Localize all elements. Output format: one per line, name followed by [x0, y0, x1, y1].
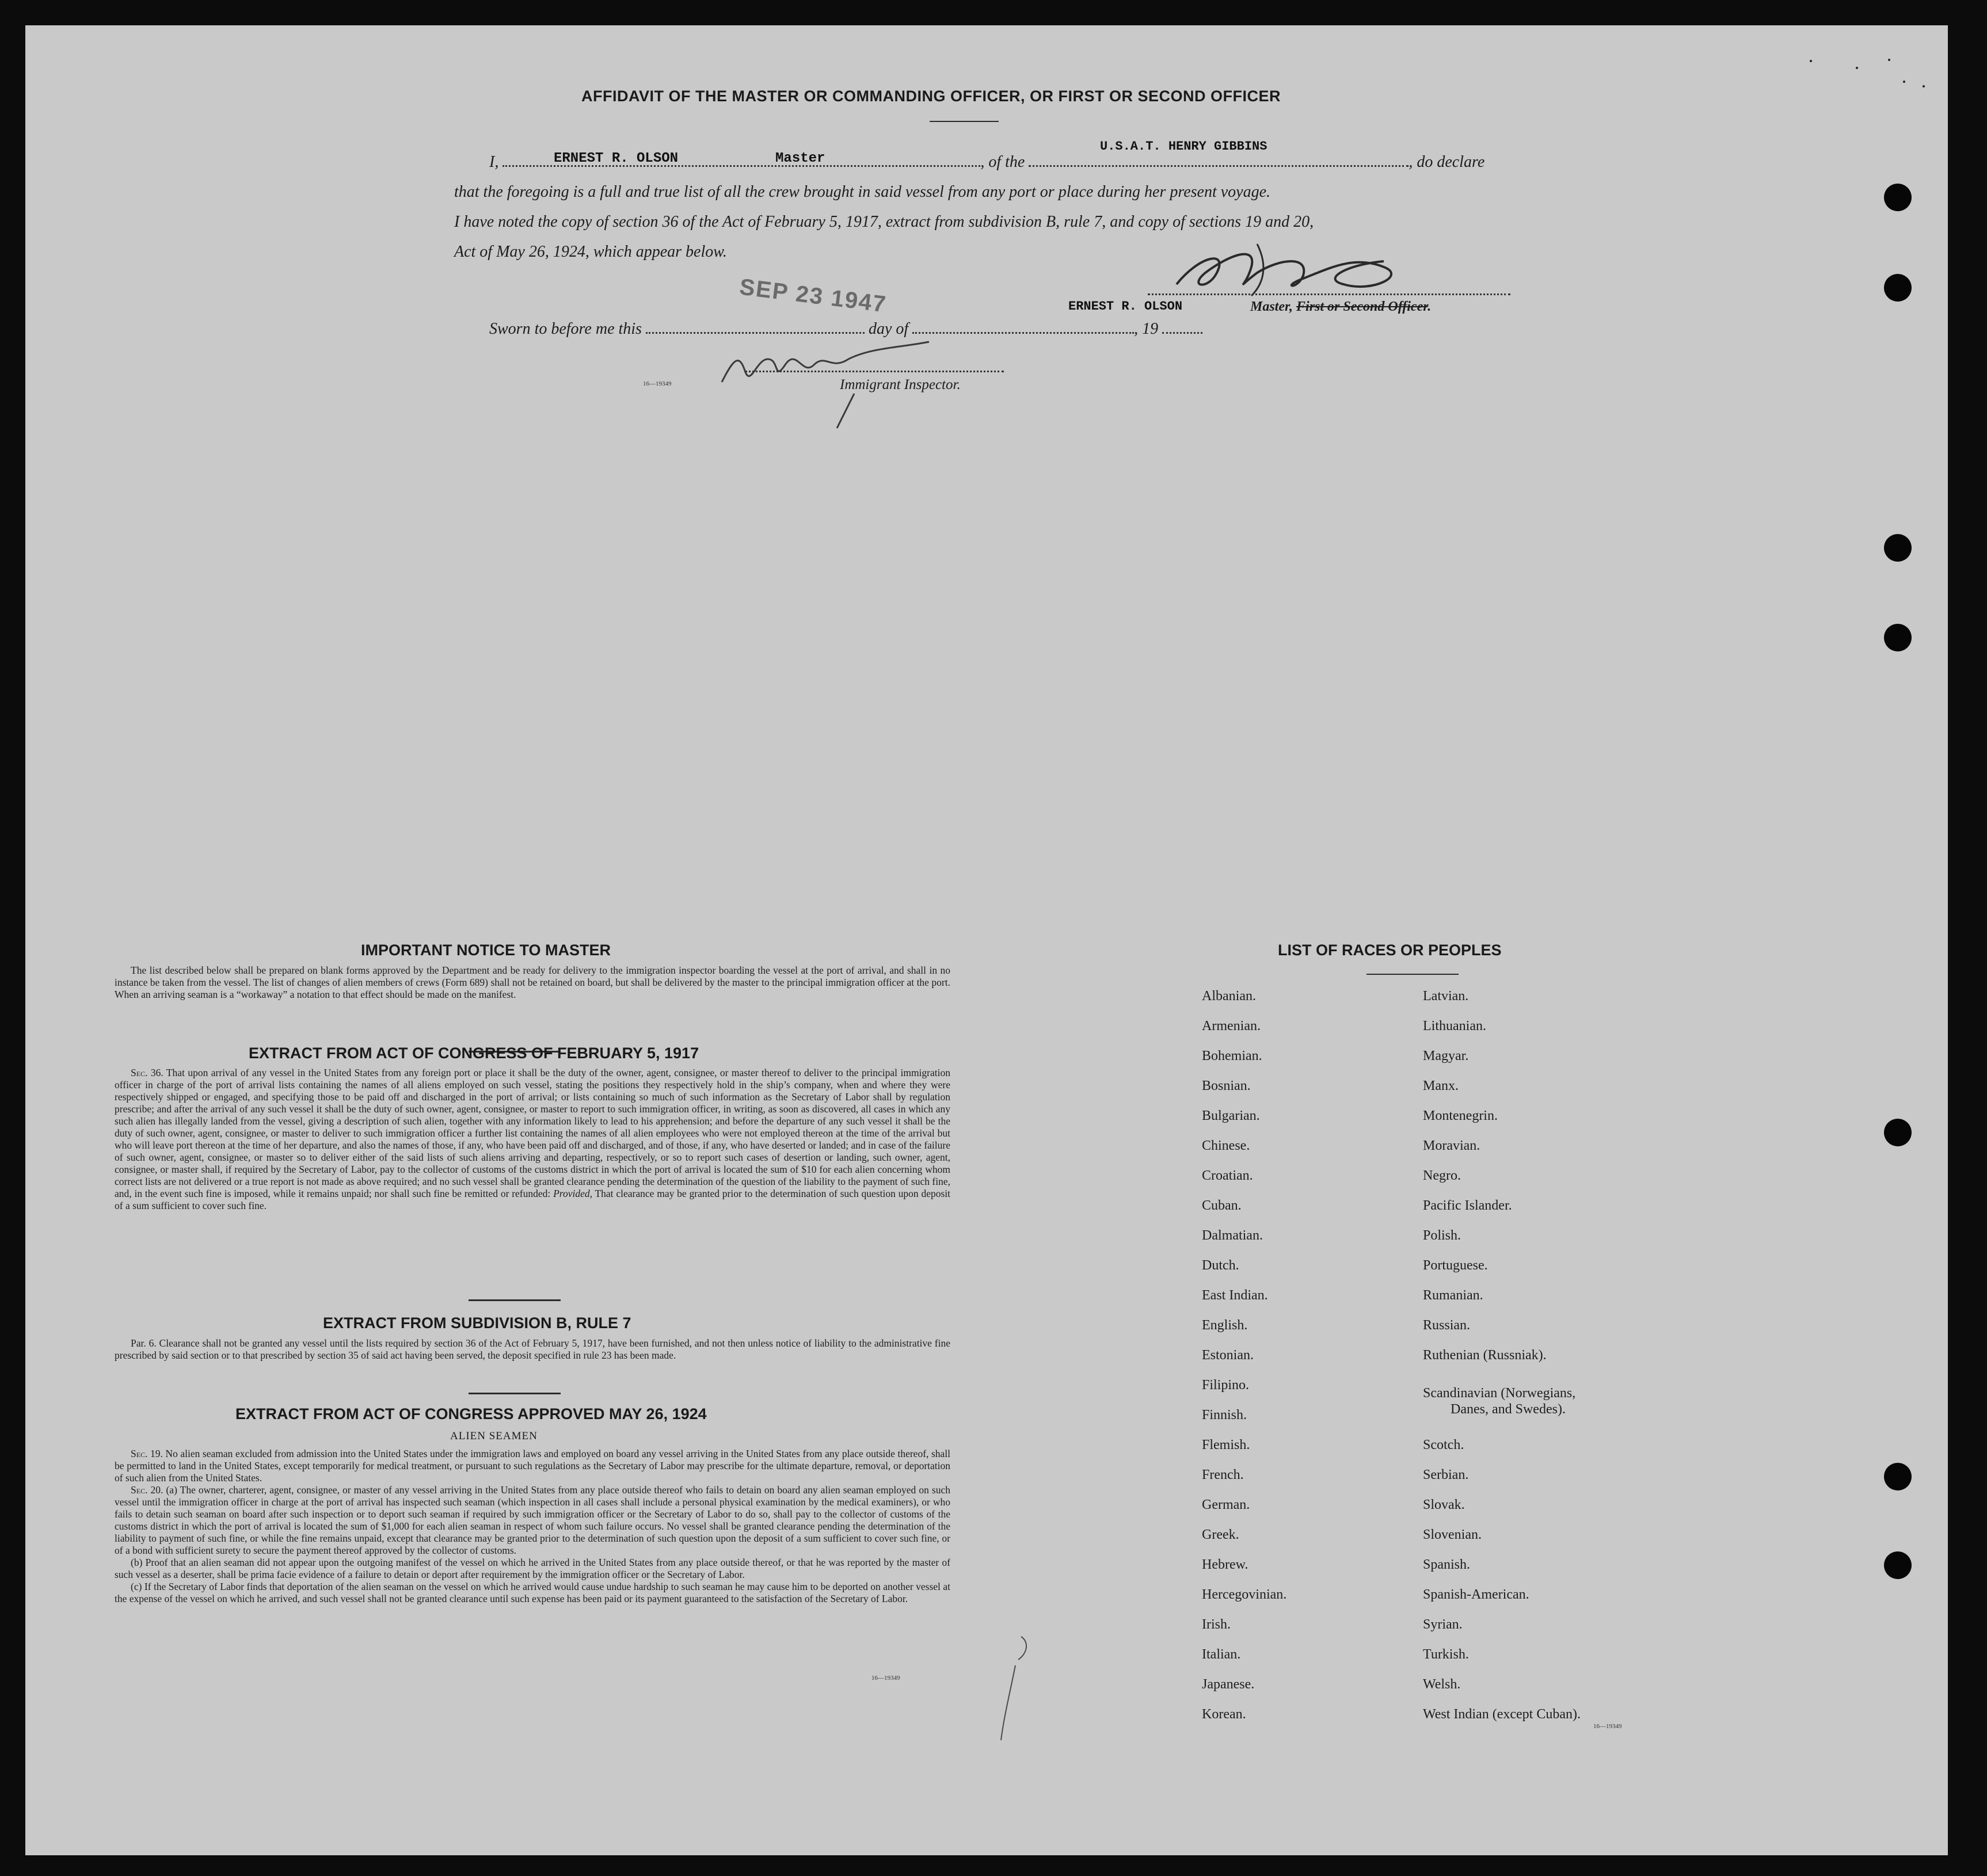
signer-title [1250, 299, 1431, 315]
extract1924-title: EXTRACT FROM ACT OF CONGRESS APPROVED MAY 26, 1924 [235, 1405, 707, 1423]
sec20c-text: (c) If the Secretary of Labor finds that deportation of the alien seaman on the vessel on which he arrived would cause undue hardship to such seaman he may cause him to be deported on another vessel at the expense of the vessel on which he arrived, and such vessel shall not be granted clearance until such expense has been paid or its payment guaranteed to the satisfaction of the Secretary of Labor. [115, 1581, 950, 1604]
form-sheet [25, 25, 1948, 1855]
rule7-rule [469, 1393, 561, 1394]
sec19-body: No alien seaman excluded from admission into the United States under the immigration laws and employed on board any vessel arriving in the United States from any place outside thereof, shall be permitted to land in the United States, except temporarily for medical treatment, or pursuant to such regulations as the Secretary of Labor may prescribe for the ultimate departure, removal, or deportation of such alien from the United States. [115, 1448, 951, 1484]
race-item: Greek. [1202, 1527, 1239, 1542]
races-rule [1366, 974, 1459, 975]
signer-title-prefix: Master, [1250, 299, 1293, 314]
extract1924-form-number: 16—19349 [871, 1675, 900, 1681]
race-item: Hebrew. [1202, 1557, 1248, 1572]
vessel-blank [1029, 165, 1409, 167]
punch-hole [1884, 624, 1912, 651]
affidavit-line2: that the foregoing is a full and true list of all the crew brought in said vessel from any port or place during her present voyage. [454, 183, 1271, 201]
affidavit-i: I, [489, 153, 499, 171]
punch-hole [1884, 1463, 1912, 1490]
race-item: Bohemian. [1202, 1048, 1262, 1063]
race-item: Syrian. [1423, 1617, 1463, 1632]
race-item: Scandinavian (Norwegians, [1423, 1386, 1576, 1401]
race-item: Japanese. [1202, 1677, 1255, 1692]
notice-body [115, 964, 950, 1001]
rule7-title: EXTRACT FROM SUBDIVISION B, RULE 7 [323, 1314, 631, 1332]
race-item: Filipino. [1202, 1378, 1250, 1393]
race-item: Polish. [1423, 1228, 1461, 1243]
race-item: Negro. [1423, 1168, 1461, 1183]
race-item: Dutch. [1202, 1258, 1239, 1273]
speck [1888, 59, 1890, 61]
comma-19: , 19 [1134, 320, 1159, 338]
extract1917-main: That upon arrival of any vessel in the United States from any foreign port or place it shall be the duty of the owner, agent, consignee, or master thereof to deliver to the principal immigration officer in charge of the port of arrival lists containing the names of all aliens employed on such vessel, stating the positions they respectively hold in the ship’s company, when and where they were respectively shipped or engaged, and specifying those to be paid off and discharged in the port of arrival; or lists containing so much of such information as the Secretary of Labor shall by regulation prescribe; and after the arrival of any such vessel it shall be the duty of such owner, agent, consignee, or master to report to such immigration officer, in writing, as soon as discovered, all cases in which any such alien has illegally landed from the vessel, giving a description of such alien, together with any information likely to lead to his apprehension; and before the departure of any such vessel it shall be the duty of such owner, agent, consignee, or master to deliver to such immigration officer a further list containing the names of all alien employees who were not employed thereon at the time of the arrival but who will leave port thereon at the time of her departure, and also the names of those, if any, who have been paid off and discharged, and of those, if any, who have deserted or landed; and in case of the failure of such owner, agent, consignee, or master so to deliver either of the said lists of such aliens arriving and departing, respectively, or so to report such cases of desertion or landing, such owner, agent, consignee, or master shall, if required by the Secretary of Labor, pay to the collector of customs of the customs district in which the port of arrival is located the sum of $10 for each alien concerning whom correct lists are not delivered or a true report is not made as above required; and no such vessel shall be granted clearance pending the determination of the question of the liability to the payment of such fine, and, in the event such fine is imposed, while it remains unpaid; nor shall such fine be remitted or refunded: [115, 1067, 950, 1199]
title-rule [930, 121, 999, 122]
race-item: Russian. [1423, 1318, 1471, 1333]
speck [1923, 85, 1925, 87]
race-item: Serbian. [1423, 1467, 1469, 1482]
race-item: Moravian. [1423, 1138, 1480, 1153]
sec20a-body: (a) The owner, charterer, agent, consignee, or master of any vessel arriving in the United States from any place outside thereof who fails to detain on board any alien seaman employed on such vessel until the immigration officer in charge at the port of arrival has inspected such seaman (which inspection in all cases shall include a personal physical examination by the medical examiners), or who fails to detain such seaman on board after such inspection or to deport such seaman if required by such immigration officer or the Secretary of Labor to do so, shall pay to the collector of customs of the customs district in which the port of arrival is located the sum of $1,000 for each alien seaman in respect of whom such failure occurs. No vessel shall be granted clearance pending the determination of the liability to payment of such fine, or while the fine remains unpaid, except that clearance may be granted prior to the determination of such question upon the deposit of a sum sufficient to cover such fine, or of a bond with sufficient surety to secure the payment thereof approved by the collector of customs. [115, 1484, 951, 1556]
extract1924-subtitle: ALIEN SEAMEN [450, 1430, 538, 1442]
race-item: Manx. [1423, 1078, 1459, 1093]
officer-name: ERNEST R. OLSON [554, 151, 679, 166]
affidavit-form-number: 16—19349 [643, 380, 672, 387]
speck [1856, 67, 1858, 69]
punch-hole [1884, 274, 1912, 302]
affidavit-line3: I have noted the copy of section 36 of the Act of February 5, 1917, extract from subdivision B, rule 7, and copy of sections 19 and 20, [454, 213, 1314, 231]
race-item: Bosnian. [1202, 1078, 1251, 1093]
inspector-label: Immigrant Inspector. [840, 377, 961, 392]
vessel-name: U.S.A.T. HENRY GIBBINS [1100, 139, 1267, 154]
race-item: Magyar. [1423, 1048, 1469, 1063]
race-item: German. [1202, 1497, 1250, 1512]
race-item: Welsh. [1423, 1677, 1461, 1692]
inspector-line [745, 371, 1004, 372]
speck [1810, 60, 1812, 62]
extract1917-rule [469, 1299, 561, 1301]
race-item: Rumanian. [1423, 1288, 1483, 1303]
affidavit-title: AFFIDAVIT OF THE MASTER OR COMMANDING OFFICER, OR FIRST OR SECOND OFFICER [581, 87, 1281, 105]
stray-mark [998, 1631, 1044, 1746]
punch-hole [1884, 1551, 1912, 1579]
races-form-number: 16—19349 [1593, 1723, 1622, 1730]
race-item: Korean. [1202, 1707, 1246, 1722]
race-item: Scotch. [1423, 1437, 1464, 1452]
speck [1903, 81, 1905, 83]
extract1917-proviso: That clearance may be granted prior to the determination of such question upon deposit of a sum sufficient to cover such fine. [115, 1188, 951, 1211]
extract1917-text [115, 1067, 950, 1212]
rule7-text: Par. 6. Clearance shall not be granted any vessel until the lists required by section 36 of the Act of February 5, 1917, have been furnished, and not then unless notice of liability to the administrative fine prescribed by said section or to that prescribed by section 35 of said act having been served, the deposit specified in rule 23 has been made. [115, 1337, 950, 1361]
race-item: Chinese. [1202, 1138, 1250, 1153]
races-title: LIST OF RACES OR PEOPLES [1278, 941, 1502, 959]
race-item: Portuguese. [1423, 1258, 1488, 1273]
punch-hole [1884, 1119, 1912, 1146]
of-the: , of the [980, 153, 1025, 171]
race-item: West Indian (except Cuban). [1423, 1707, 1581, 1722]
signer-title-suffix: . [1428, 299, 1432, 314]
race-item: Montenegrin. [1423, 1108, 1498, 1123]
punch-hole [1884, 184, 1912, 211]
date-stamp: SEP 23 1947 [738, 274, 888, 318]
race-item: Estonian. [1202, 1348, 1254, 1363]
sec19-label: Sec. 19. [131, 1448, 163, 1459]
sec20-label: Sec. 20. [131, 1484, 163, 1496]
sec20b-text: (b) Proof that an alien seaman did not appear upon the outgoing manifest of the vessel on which he arrived in the United States from any place outside thereof, or that he was reported by the master of such vessel as a deserter, shall be prima facie evidence of a failure to detain or deport after requirement by the immigration officer or the Secretary of Labor. [115, 1557, 950, 1580]
signature-line [1148, 293, 1510, 295]
do-declare: , do declare [1409, 153, 1485, 171]
race-item: Slovak. [1423, 1497, 1465, 1512]
year-blank [1162, 332, 1202, 334]
affidavit-line4: Act of May 26, 1924, which appear below. [454, 243, 727, 261]
punch-hole [1884, 534, 1912, 562]
race-item: French. [1202, 1467, 1244, 1482]
sec19-text [115, 1448, 950, 1484]
extract1924-body [115, 1448, 950, 1605]
notice-title: IMPORTANT NOTICE TO MASTER [361, 941, 611, 959]
race-item: Armenian. [1202, 1019, 1261, 1034]
notice-text: The list described below shall be prepared on blank forms approved by the Department and be ready for delivery to the immigration inspector boarding the vessel at the port of arrival, and shall in no instance be taken from the vessel. The list of changes of alien members of crews (Form 689) shall not be retained on board, but shall be delivered by the master to the principal immigration officer at the port. When an arriving seaman is a “workaway” a notation to that effect should be made on the manifest. [115, 964, 950, 1000]
race-item: Lithuanian. [1423, 1019, 1486, 1034]
race-item: Turkish. [1423, 1647, 1469, 1662]
sworn-text: Sworn to before me this [489, 320, 642, 338]
extract1917-body [115, 1067, 950, 1212]
race-item: Flemish. [1202, 1437, 1250, 1452]
race-item: Latvian. [1423, 989, 1469, 1004]
rule7-body [115, 1337, 950, 1362]
extract1917-sec: Sec. 36. [131, 1067, 163, 1078]
race-item: Cuban. [1202, 1198, 1242, 1213]
race-item: Spanish-American. [1423, 1587, 1529, 1602]
race-item: Bulgarian. [1202, 1108, 1260, 1123]
race-item: Italian. [1202, 1647, 1241, 1662]
master-signature [1165, 232, 1430, 307]
race-item: Albanian. [1202, 989, 1256, 1004]
race-item: English. [1202, 1318, 1248, 1333]
signer-title-struck: First or Second Officer [1296, 299, 1428, 314]
race-item: Dalmatian. [1202, 1228, 1263, 1243]
race-item: Hercegovinian. [1202, 1587, 1287, 1602]
race-item: Finnish. [1202, 1408, 1247, 1423]
race-item: Slovenian. [1423, 1527, 1482, 1542]
signer-typed: ERNEST R. OLSON [1068, 299, 1183, 314]
race-item: Spanish. [1423, 1557, 1471, 1572]
day-of: day of [868, 320, 909, 338]
race-item: Ruthenian (Russniak). [1423, 1348, 1547, 1363]
race-item: Danes, and Swedes). [1451, 1402, 1566, 1417]
race-item: Croatian. [1202, 1168, 1253, 1183]
extract1917-proviso-label: Provided, [553, 1188, 592, 1199]
race-item: Pacific Islander. [1423, 1198, 1512, 1213]
officer-rank: Master [775, 151, 825, 166]
race-item: Irish. [1202, 1617, 1231, 1632]
extract1917-title: EXTRACT FROM ACT OF CONGRESS OF FEBRUARY 5, 1917 [249, 1044, 699, 1062]
sec20a-text [115, 1484, 950, 1557]
race-item: East Indian. [1202, 1288, 1268, 1303]
